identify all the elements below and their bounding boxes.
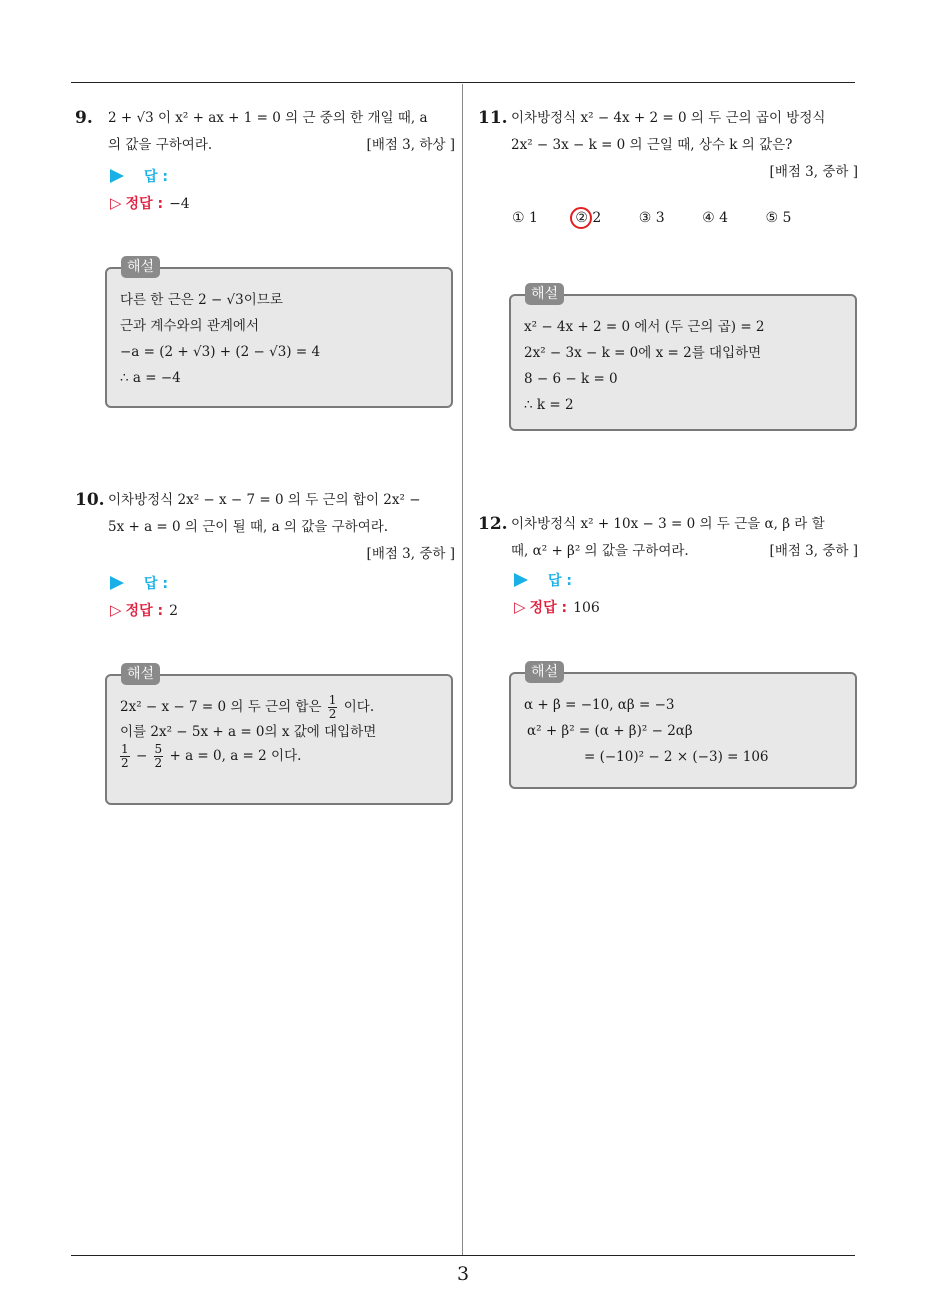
solution-line: 근과 계수와의 관계에서 [120, 318, 259, 334]
solution-line [120, 743, 437, 770]
solution-line [120, 694, 437, 721]
question-meta: [배점 3, 중하 ] [366, 546, 455, 562]
triangle-arrow-icon: ▷ [514, 598, 526, 616]
play-arrow-icon [514, 573, 528, 587]
choice-5[interactable]: ⑤ 5 [765, 210, 792, 226]
triangle-arrow-icon: ▷ [110, 194, 122, 212]
question-text-line-1: 이차방정식 x² + 10x − 3 = 0 의 두 근을 α, β 라 할 [511, 516, 825, 532]
solution-line: x² − 4x + 2 = 0 에서 (두 근의 곱) = 2 [524, 319, 765, 335]
solution-line: α² + β² = (α + β)² − 2αβ [527, 723, 693, 739]
fraction-numerator: 1 [121, 742, 129, 756]
solution-text: + a = 0, a = 2 이다. [169, 748, 302, 764]
correct-label: 정답 : [529, 600, 568, 616]
choice-4[interactable]: ④ 4 [702, 210, 729, 226]
solution-line: 다른 한 근은 2 − √3이므로 [120, 292, 283, 308]
solution-box [509, 664, 857, 789]
question-number: 12. [478, 514, 508, 534]
solution-tag: 해설 [121, 256, 160, 278]
question-number: 11. [478, 108, 508, 128]
bottom-rule [71, 1255, 855, 1256]
page-number: 3 [456, 1263, 470, 1285]
question-text-line-2-text: 의 값을 구하여라. [108, 137, 213, 153]
fraction [120, 743, 130, 770]
triangle-arrow-icon: ▷ [110, 601, 122, 619]
correct-answer-line [110, 193, 190, 213]
question-number: 9. [75, 108, 93, 128]
solution-text: 2x² − x − 7 = 0 의 두 근의 합은 [120, 699, 322, 715]
solution-tag: 해설 [525, 283, 564, 305]
question-text-line-2 [108, 132, 455, 159]
solution-tag: 해설 [121, 663, 160, 685]
question-meta: [배점 3, 하상 ] [366, 137, 455, 153]
correct-value: −4 [169, 196, 190, 212]
correct-value: 106 [573, 600, 600, 616]
choice-list [512, 210, 824, 226]
solution-line: = (−10)² − 2 × (−3) = 106 [584, 749, 769, 765]
solution-line: 8 − 6 − k = 0 [524, 371, 618, 387]
solution-text: − [135, 748, 148, 764]
solution-line: −a = (2 + √3) + (2 − √3) = 4 [120, 344, 321, 360]
question-meta: [배점 3, 중하 ] [769, 164, 858, 180]
solution-line: 이를 2x² − 5x + a = 0의 x 값에 대입하면 [120, 724, 377, 740]
answer-line [110, 166, 168, 186]
fraction-numerator: 1 [328, 693, 337, 707]
answer-label: 답 : [144, 576, 168, 592]
question-text-line-2: 5x + a = 0 의 근이 될 때, a 의 값을 구하여라. [108, 519, 389, 535]
choice-3[interactable]: ③ 3 [638, 210, 665, 226]
correct-label: 정답 : [125, 603, 164, 619]
solution-line: 2x² − 3x − k = 0에 x = 2를 대입하면 [524, 345, 762, 361]
play-arrow-icon [110, 169, 124, 183]
question-text-line-1: 이차방정식 2x² − x − 7 = 0 의 두 근의 합이 2x² − [108, 492, 421, 508]
question-text-line-1: 이차방정식 x² − 4x + 2 = 0 의 두 근의 곱이 방정식 [511, 110, 826, 126]
question-10 [75, 487, 455, 568]
question-text-line-1: 2 + √3 이 x² + ax + 1 = 0 의 근 중의 한 개일 때, a [108, 110, 428, 126]
choice-1[interactable]: ① 1 [512, 210, 538, 226]
question-11 [478, 105, 858, 186]
question-text-line-2-text: 때, α² + β² 의 값을 구하여라. [511, 543, 689, 559]
question-text-line-2: 2x² − 3x − k = 0 의 근일 때, 상수 k 의 값은? [511, 137, 793, 153]
correct-value: 2 [169, 603, 178, 619]
play-arrow-icon [110, 576, 124, 590]
solution-box [105, 666, 453, 805]
fraction-denominator: 2 [121, 756, 129, 770]
choice-label: ② 2 [575, 210, 602, 226]
fraction [328, 694, 338, 721]
answer-line [514, 570, 572, 590]
solution-line: α + β = −10, αβ = −3 [524, 697, 675, 713]
fraction-denominator: 2 [154, 756, 163, 770]
fraction-denominator: 2 [328, 707, 337, 721]
top-rule [71, 82, 855, 83]
column-divider [462, 84, 463, 1256]
choice-2-selected[interactable] [575, 210, 601, 226]
solution-line: ∴ a = −4 [120, 370, 181, 386]
solution-box [105, 259, 453, 408]
answer-label: 답 : [548, 573, 572, 589]
question-12 [478, 511, 858, 565]
correct-answer-line [514, 597, 600, 617]
question-text-line-2 [511, 538, 858, 565]
correct-answer-line [110, 600, 178, 620]
question-9 [75, 105, 455, 159]
solution-box [509, 286, 857, 431]
solution-tag: 해설 [525, 661, 564, 683]
question-number: 10. [75, 490, 105, 510]
solution-line: ∴ k = 2 [524, 397, 574, 413]
answer-label: 답 : [144, 169, 168, 185]
correct-label: 정답 : [125, 196, 164, 212]
fraction-numerator: 5 [154, 742, 163, 756]
solution-text: 이다. [343, 699, 375, 715]
question-meta: [배점 3, 중하 ] [769, 543, 858, 559]
fraction [154, 743, 164, 770]
answer-line [110, 573, 168, 593]
